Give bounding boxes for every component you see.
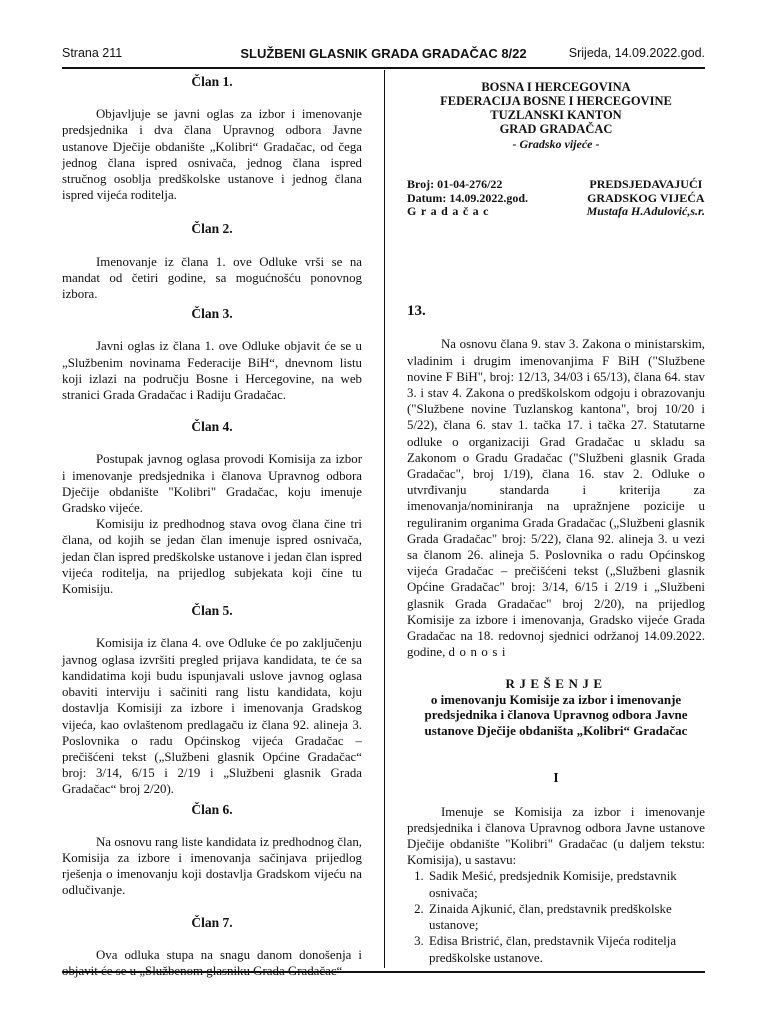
header-rule [62,67,705,69]
article-7-heading: Član 7. [191,914,233,930]
institution-line-4: GRAD GRADAČAC [499,122,613,136]
article-1-heading: Član 1. [191,74,233,89]
article-6-text: Na osnovu rang liste kandidata iz predhodnog član, Komisija za izbore i imenovanja sačinjava prijedlog rješenja o imenovanju koji dostavlja Gradskom vijeću na odlučivanje. [62,834,362,898]
article-2-heading: Član 2. [191,221,233,237]
list-item: 1. Sadik Mešić, predsjednik Komisije, predstavnik osnivača; [427,868,705,900]
page-number: Strana 211 [62,46,123,60]
reference-block [407,178,528,219]
preamble-text [407,336,705,660]
decision-title: RJEŠENJE [505,676,607,692]
list-item: 2. Zinaida Ajkunić, član, predstavnik predškolske ustanove; [427,901,705,933]
institution-line-1: BOSNA I HERCEGOVINA [481,80,631,94]
section-heading: I [553,770,559,786]
page-header [62,46,705,64]
signatory-name: Mustafa H.Adulović,s.r. [586,204,705,219]
item-number: 13. [407,303,426,320]
institution-line-2: FEDERACIJA BOSNE I HERCEGOVINE [440,94,672,108]
issue-date: Srijeda, 14.09.2022.god. [568,46,705,60]
article-5-text: Komisija iz člana 4. ove Odluke će po zaključenju javnog oglasa izvršiti pregled prijava kandidata, te će sa kandidatima koji budu ispunjavali uslove javnog oglasa obaviti interviju i sačiniti rang listu kandidata, koju dostavlja Komisiji za izbore i imenovanja Gradskog vijeća, kao ovlaštenom predlagaču iz člana 92. alineja 3. Poslovnika o radu Općinskog vijeća Gradačac – prečišćeni tekst („Službeni glasnik Općine Gradačac“ broj: 3/14, 6/15 i 2/19 i „Službeni glasnik Grada Gradačac“ broj 2/20). [62,636,362,797]
preamble-body: Na osnovu člana 9. stav 3. Zakona o ministarskim, vladinim i drugim imenovanjima F BiH ("Službene novine F BiH", broj: 12/13, 34/03 i 65/13), člana 64. stav 3. i stav 4. Zakona o predškolskom odgoju i obrazovanju ("Službene novine Tuzlanskog kantona", broj 10/20 i 5/22), člana 6. stav 1. tačka 17. i tačka 27. Statutarne odluke o organizaciji Grad Gradačac u skladu sa Zakonom o Gradu Gradačac ("Službeni glasnik Grada Gradačac", broj 1/19), člana 16. stav 2. Odluke o utvrđivanju standarda i kriterija za imenovanja/nominiranja na upražnjene pozicije u reguliranim organima Grada Gradačac („Službeni glasnik Grada Gradačac" broj: 5/22), člana 92. alineja 3. u vezi sa članom 26. alineja 5. Poslovnika o radu Općinskog vijeća Gradačac – prečišćeni tekst („Službeni glasnik Općine Gradačac" broj: 3/14, 6/15 i 2/19 i „Službeni glasnik Grada Gradačac" broj 2/20), na prijedlog Komisije za izbore i imenovanja, Gradsko vijeće Grada Gradačac na 18. redovnoj sjednici održanoj 14.09.2022. godine, [407,337,705,660]
preamble-end: donosi [448,645,510,660]
article-2-text: Imenovanje iz člana 1. ove Odluke vrši se na mandat od četiri godine, sa mogućnošću ponovnog izbora. [62,254,362,302]
publication-title: SLUŽBENI GLASNIK GRADA GRADAČAC 8/22 [240,46,527,61]
signature-block [407,178,705,228]
reference-number: Broj: 01-04-276/22 [407,177,503,192]
decision-subtitle: o imenovanju Komisije za izbor i imenovanje predsjednika i članova Upravnog odbora Javne ustanove Dječije obdaništa „Kolibri“ Gradačac [424,691,688,738]
signatory-role-2: GRADSKOG VIJEĆA [587,190,705,205]
article-1-text: Objavljuje se javni oglas za izbor i imenovanje predsjednika i dva člana Upravnog odbora Javne ustanove Dječije obdanište „Kolibri“ Gradačac, od čega jednog člana ispred osnivača, jednog člana ispred stručnog osoblja predškolske ustanove i jednog člana ispred vijeća roditelja. [62,107,362,203]
article-4-heading: Član 4. [191,419,233,435]
column-divider [384,70,385,968]
institution-line-3: TUZLANSKI KANTON [490,108,622,122]
article-4-text-2: Komisiju iz predhodnog stava ovog člana čine tri člana, od kojih se jedan član imenuje ispred osnivača, jedan član ispred predškolske ustanove i jedan član ispred vijeća roditelja, na prijedlog subjekata koji čine tu Komisiju. [62,517,362,597]
article-4-text-1: Postupak javnog oglasa provodi Komisija za izbor i imenovanje predsjednika i članova Upravnog odbora Dječije obdanište "Kolibri" Gradačac, koju imenuje Gradsko vijeće. [62,452,362,516]
reference-date: Datum: 14.09.2022.god. [407,190,529,205]
article-5-heading: Član 5. [191,603,233,619]
article-3-text: Javni oglas iz člana 1. ove Odluke objavit će se u „Službenim novinama Federacije BiH“, dnevnom listu koji izlazi na području Bosne i Hercegovine, na web stranici Grada Gradačac i Radiju Gradačac. [62,339,362,403]
right-column [407,80,705,966]
article-6-heading: Član 6. [191,801,233,817]
left-column [62,74,362,979]
signatory-role-1: PREDSJEDAVAJUĆI [589,177,703,192]
section-text: Imenuje se Komisija za izbor i imenovanje predsjednika i članova Upravnog odbora Javne ustanove Dječije obdanište "Kolibri" Gradačac (u daljem tekstu: Komisija), u sastavu: [407,804,705,868]
article-3-heading: Član 3. [191,306,233,322]
member-list [407,868,705,965]
article-7-text: Ova odluka stupa na snagu danom donošenja i objavit će se u „Službenom glasniku Grada Gradačac“ [62,947,362,978]
institution-line-5: - Gradsko vijeće - [512,137,600,151]
signatory-block [587,178,705,219]
reference-place: Gradačac [407,204,493,219]
list-item: 3. Edisa Bristrić, član, predstavnik Vijeća roditelja predškolske ustanove. [427,933,705,965]
